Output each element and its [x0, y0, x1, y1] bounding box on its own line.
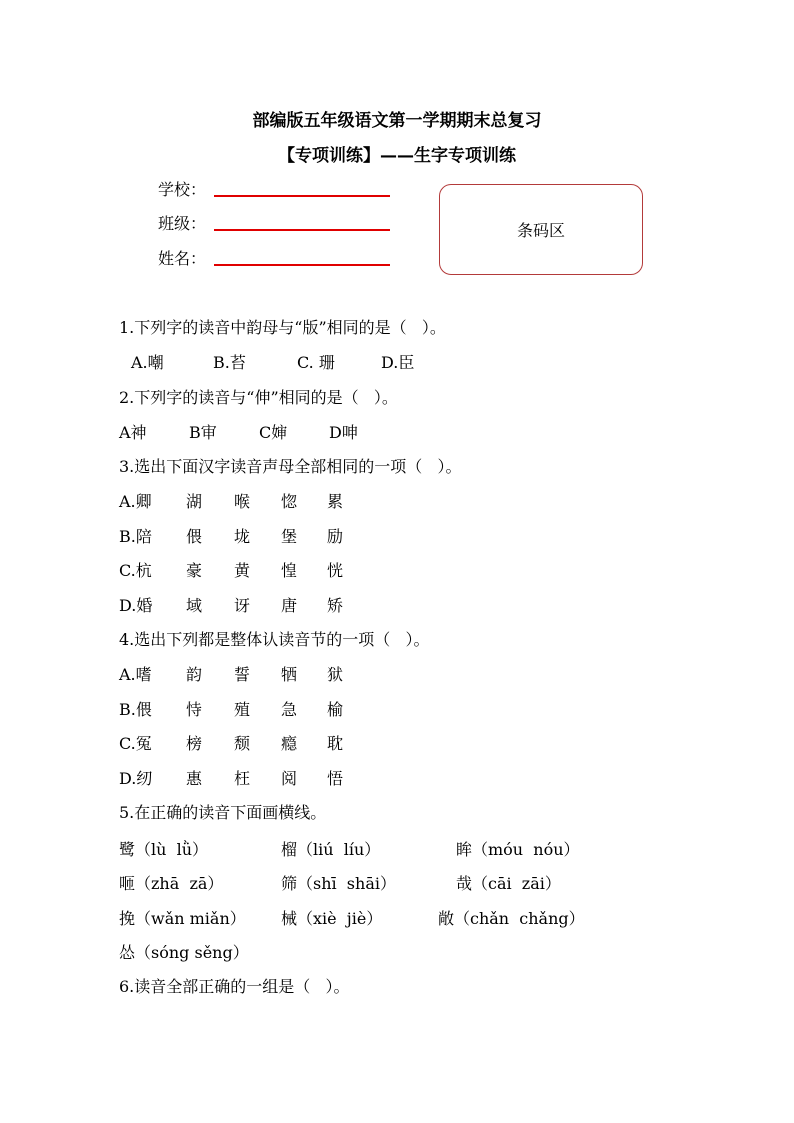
- q4-row-d-char-1: D.纫: [119, 769, 153, 788]
- q5-item: 械（xiè jiè）: [281, 909, 383, 928]
- q1-option-b: B.苔: [213, 353, 246, 372]
- q4-row-a-char-3: 誓: [234, 665, 251, 684]
- q4-row-c-char-5: 耽: [327, 734, 344, 753]
- q4-row-a-char-5: 狱: [327, 665, 344, 684]
- q2-option-d: D呻: [329, 423, 358, 442]
- q3-row-a-char-1: A.卿: [119, 492, 152, 511]
- q3-row-b-char-5: 励: [327, 527, 344, 546]
- q2-option-b: B审: [189, 423, 217, 442]
- q4-row-b-char-5: 榆: [327, 700, 344, 719]
- q3-row-b-char-3: 垅: [234, 527, 251, 546]
- page-subtitle: 【专项训练】——生字专项训练: [278, 146, 516, 166]
- q5-item: 鹭（lù lǜ）: [119, 840, 209, 859]
- q5-item: 咂（zhā zā）: [119, 874, 224, 893]
- q4-row-c-char-2: 榜: [186, 734, 203, 753]
- q3-row-c-char-5: 恍: [327, 561, 344, 580]
- q1-option-c: C. 珊: [297, 353, 335, 372]
- q3-row-d-char-1: D.婚: [119, 596, 153, 615]
- q4-row-c-char-4: 瘾: [281, 734, 298, 753]
- q4-row-d-char-3: 枉: [234, 769, 251, 788]
- q5-item: 哉（cāi zāi）: [456, 874, 561, 893]
- q4-row-b-char-1: B.偎: [119, 700, 152, 719]
- q5-item: 敞（chǎn chǎng）: [438, 909, 585, 928]
- q5-item: 筛（shī shāi）: [281, 874, 396, 893]
- q3-row-b-char-2: 偎: [186, 527, 203, 546]
- q3-row-a-char-3: 喉: [234, 492, 251, 511]
- q2-option-c: C婶: [259, 423, 288, 442]
- barcode-area: [439, 184, 643, 275]
- q4-row-d-char-2: 惠: [186, 769, 203, 788]
- question-2-stem: 2.下列字的读音与“伸”相同的是（ ）。: [119, 388, 398, 407]
- q3-row-c-char-3: 黄: [234, 561, 251, 580]
- q3-row-a-char-2: 湖: [186, 492, 203, 511]
- q1-option-d: D.臣: [381, 353, 415, 372]
- q4-row-b-char-4: 急: [281, 700, 298, 719]
- q4-row-d-char-5: 悟: [327, 769, 344, 788]
- q4-row-c-char-1: C.冤: [119, 734, 152, 753]
- q3-row-b-char-1: B.陪: [119, 527, 152, 546]
- q3-row-d-char-3: 讶: [234, 596, 251, 615]
- q4-row-a-char-1: A.嗜: [119, 665, 152, 684]
- q3-row-a-char-4: 惚: [281, 492, 298, 511]
- q4-row-a-char-2: 韵: [186, 665, 203, 684]
- question-4-stem: 4.选出下列都是整体认读音节的一项（ ）。: [119, 630, 430, 649]
- q3-row-c-char-1: C.杭: [119, 561, 152, 580]
- q4-row-b-char-3: 殖: [234, 700, 251, 719]
- barcode-label: 条码区: [516, 221, 565, 240]
- name-underline: [214, 264, 390, 266]
- q5-item: 眸（móu nóu）: [456, 840, 580, 859]
- question-3-stem: 3.选出下面汉字读音声母全部相同的一项（ ）。: [119, 457, 462, 476]
- name-label: 姓名：: [158, 249, 207, 268]
- q4-row-a-char-4: 牺: [281, 665, 298, 684]
- q4-row-c-char-3: 颓: [234, 734, 251, 753]
- page-title: 部编版五年级语文第一学期期末总复习: [252, 111, 542, 131]
- question-1-stem: 1.下列字的读音中韵母与“版”相同的是（ ）。: [119, 318, 446, 337]
- q5-item: 怂（sóng sěng）: [119, 943, 249, 962]
- q4-row-d-char-4: 阅: [281, 769, 298, 788]
- q3-row-d-char-2: 域: [186, 596, 203, 615]
- school-label: 学校：: [158, 180, 207, 199]
- q3-row-c-char-4: 惶: [281, 561, 298, 580]
- q5-item: 榴（liú líu）: [281, 840, 381, 859]
- question-6-stem: 6.读音全部正确的一组是（ ）。: [119, 977, 350, 996]
- q3-row-c-char-2: 豪: [186, 561, 203, 580]
- q5-item: 挽（wǎn miǎn）: [119, 909, 246, 928]
- class-underline: [214, 229, 390, 231]
- q3-row-d-char-4: 唐: [281, 596, 298, 615]
- q3-row-a-char-5: 累: [327, 492, 344, 511]
- q3-row-b-char-4: 堡: [281, 527, 298, 546]
- q1-option-a: A.嘲: [131, 353, 164, 372]
- school-underline: [214, 195, 390, 197]
- q2-option-a: A神: [119, 423, 147, 442]
- class-label: 班级：: [158, 214, 207, 233]
- q4-row-b-char-2: 恃: [186, 700, 203, 719]
- question-5-stem: 5.在正确的读音下面画横线。: [119, 803, 327, 822]
- q3-row-d-char-5: 矫: [327, 596, 344, 615]
